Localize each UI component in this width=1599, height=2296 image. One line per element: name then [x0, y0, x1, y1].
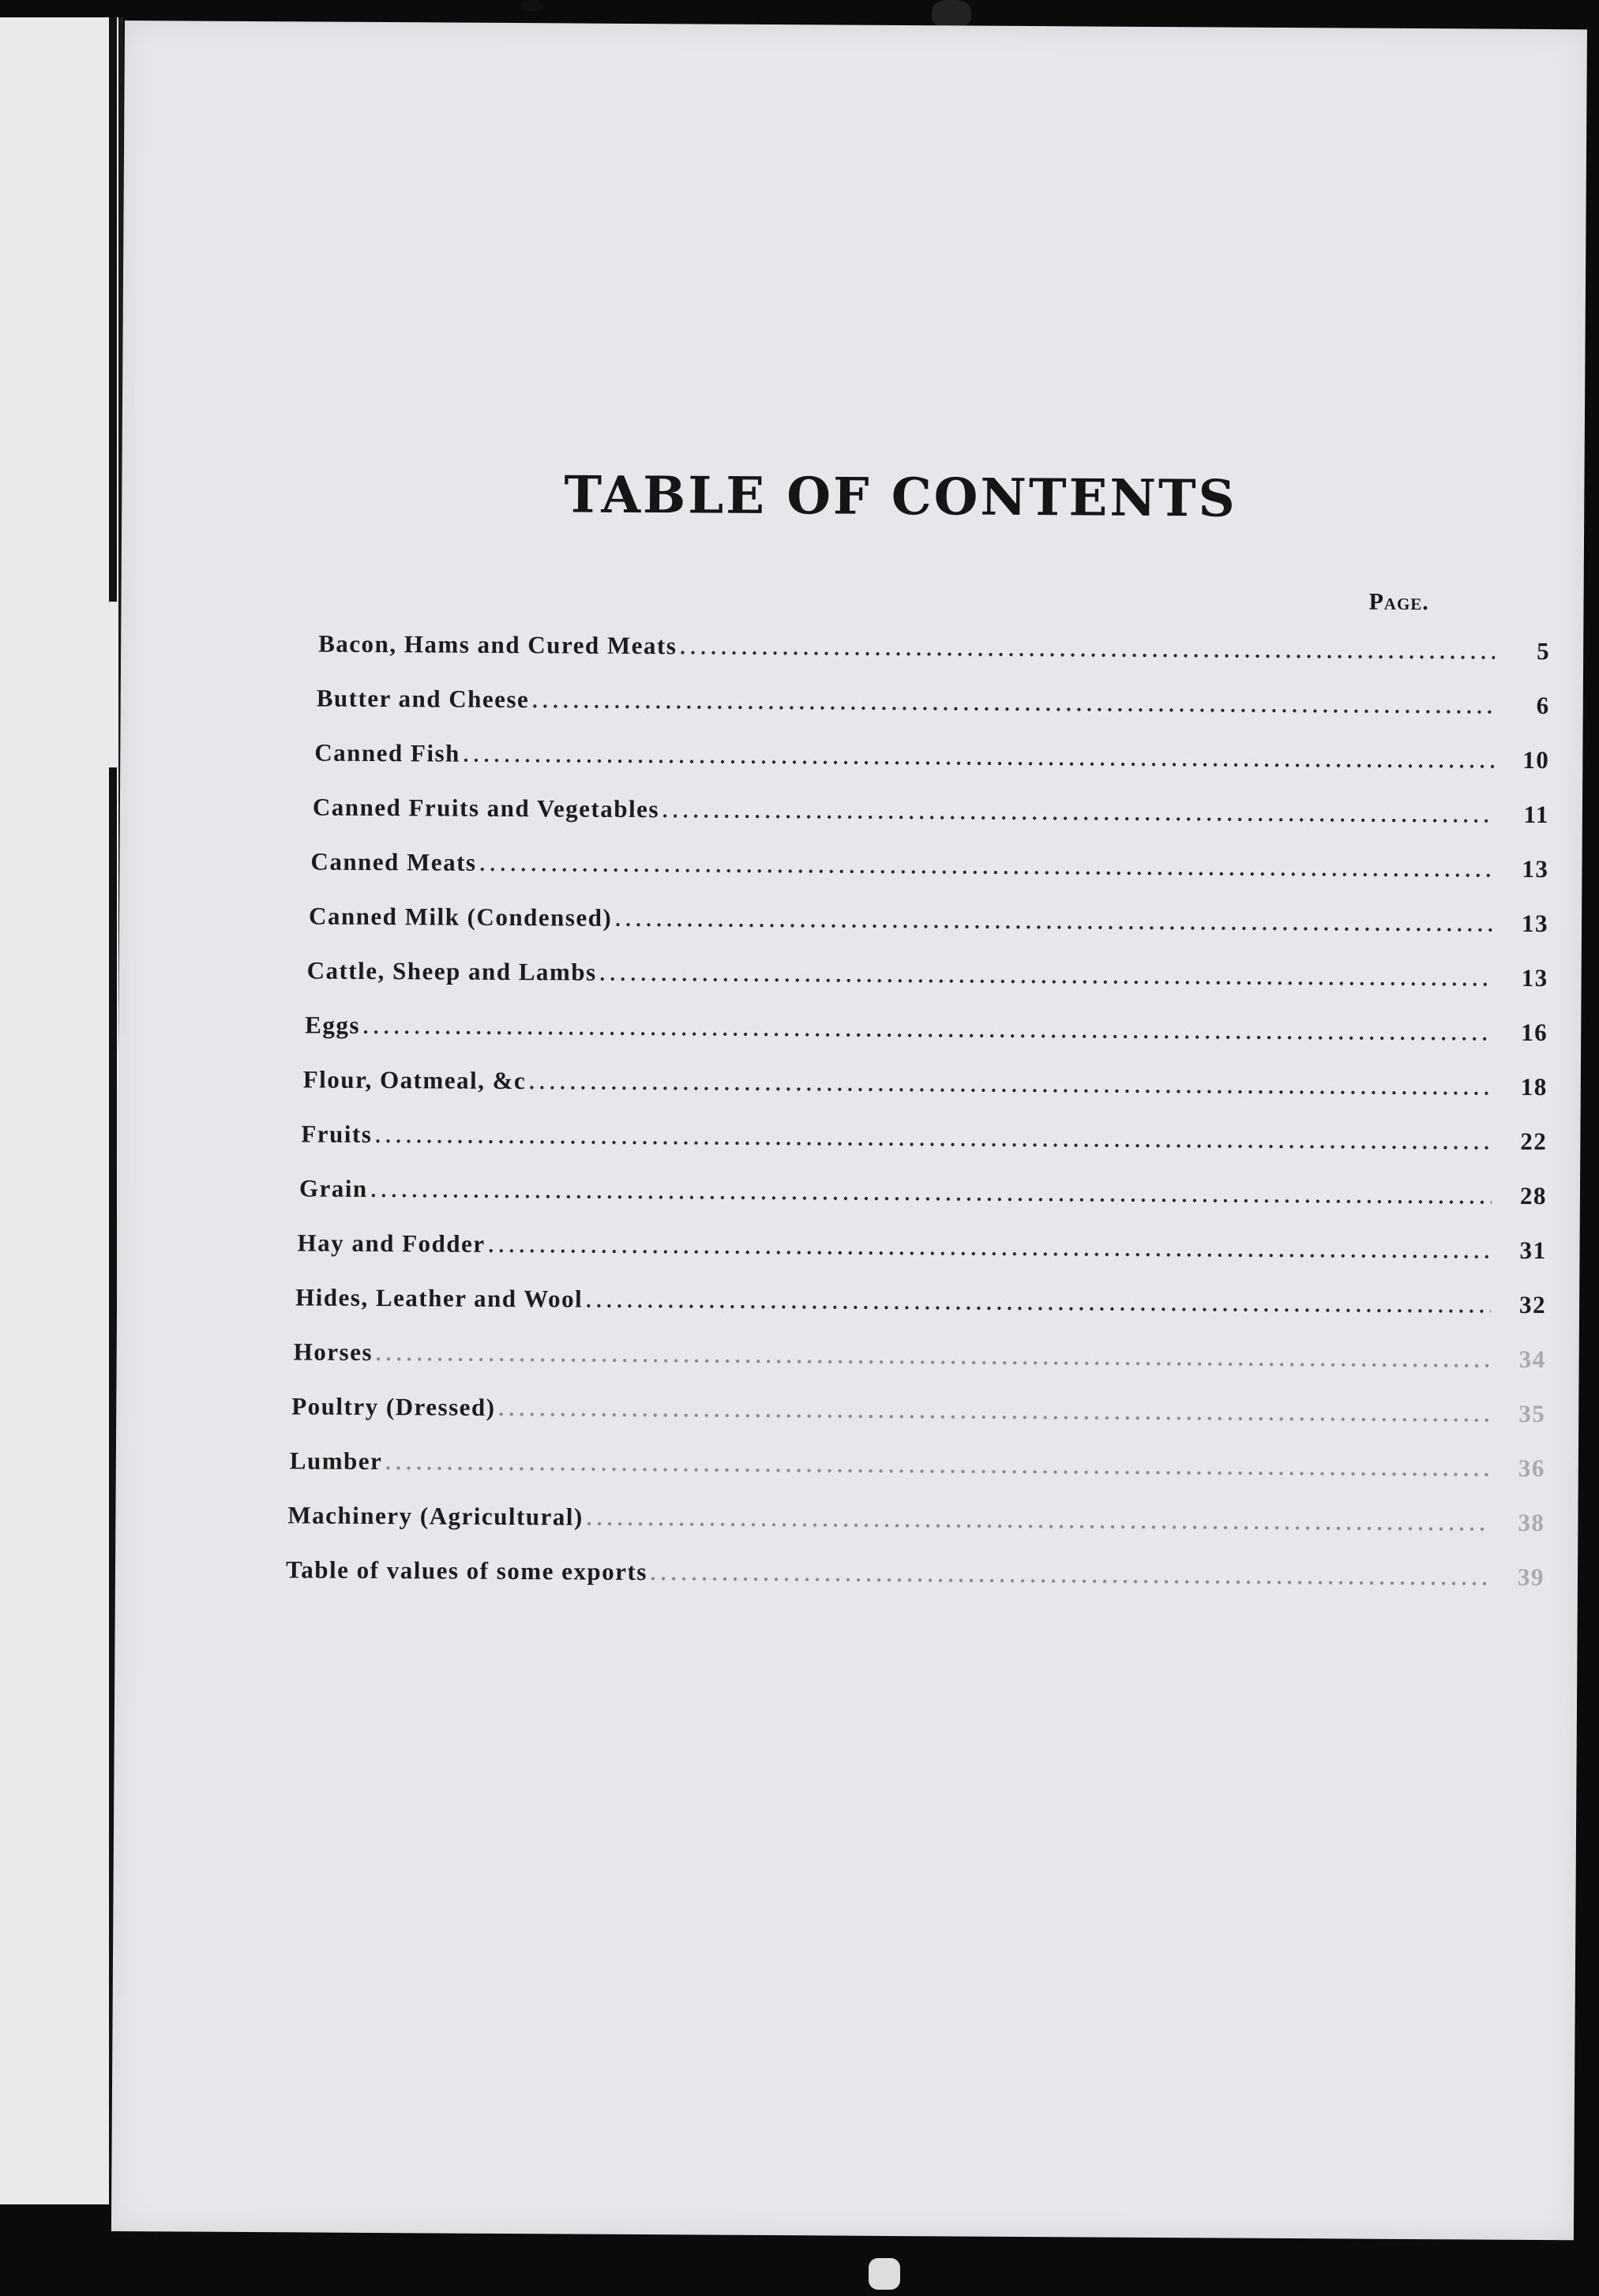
scan-speck [932, 0, 971, 28]
toc-entry-page: 11 [1523, 800, 1549, 829]
toc-entry [297, 1229, 1546, 1276]
dot-leader [586, 1289, 1491, 1319]
toc-entry-label: Cattle, Sheep and Lambs [306, 956, 597, 986]
toc-entry-label: Lumber [289, 1446, 383, 1476]
dot-leader [599, 962, 1492, 992]
toc-entry [310, 847, 1548, 895]
toc-entry-page: 31 [1519, 1236, 1547, 1265]
toc-entry-label: Horses [293, 1337, 373, 1366]
toc-entry-page: 16 [1521, 1018, 1548, 1047]
toc-entry [305, 1011, 1548, 1058]
toc-entry-label: Poultry (Dressed) [291, 1392, 496, 1421]
toc-entry-page: 38 [1518, 1508, 1545, 1537]
toc-entry-label: Butter and Cheese [316, 684, 530, 714]
toc-entry [290, 1446, 1545, 1494]
dot-leader [464, 744, 1495, 774]
toc-entry-page: 13 [1521, 963, 1548, 992]
document-page [111, 21, 1587, 2240]
toc-entry-page: 13 [1522, 854, 1549, 884]
toc-entry-page: 32 [1518, 1290, 1547, 1319]
toc-entry-label: Bacon, Hams and Cured Meats [318, 629, 678, 660]
binding-shadow [109, 17, 117, 602]
toc-entry-label: Hides, Leather and Wool [295, 1283, 584, 1313]
toc-entry-label: Fruits [301, 1120, 373, 1148]
toc-entry [317, 684, 1550, 731]
toc-entry-label: Eggs [305, 1011, 361, 1039]
toc-entry-page: 6 [1536, 691, 1550, 720]
toc-entry-label: Canned Milk (Condensed) [308, 902, 613, 932]
toc-entry [301, 1120, 1547, 1167]
dot-leader [532, 689, 1495, 718]
toc-entry [294, 1337, 1546, 1385]
toc-entry-label: Flour, Oatmeal, &c [302, 1065, 527, 1095]
dot-leader [615, 908, 1493, 937]
toc-entry [286, 1555, 1545, 1603]
toc-entry [287, 1501, 1545, 1548]
toc-entry-label: Table of values of some exports [285, 1555, 647, 1586]
toc-entry [303, 1065, 1548, 1112]
scan-speck [869, 2258, 900, 2290]
toc-entry [314, 738, 1549, 786]
toc-entry-page: 13 [1521, 909, 1549, 938]
toc-entry-label: Machinery (Agricultural) [287, 1501, 584, 1531]
dot-leader [363, 1015, 1492, 1046]
toc-entry-page: 5 [1537, 636, 1551, 666]
toc-entry-label: Canned Meats [310, 847, 477, 876]
dot-leader [488, 1234, 1491, 1264]
dot-leader [587, 1507, 1490, 1536]
dot-leader [385, 1451, 1490, 1482]
toc-entry [313, 793, 1549, 840]
toc-entry-page: 39 [1517, 1563, 1545, 1592]
toc-entry-page: 35 [1518, 1399, 1546, 1428]
dot-leader [662, 799, 1494, 827]
toc-entry-label: Canned Fruits and Vegetables [312, 793, 660, 823]
toc-entry-page: 36 [1518, 1454, 1545, 1483]
previous-page-edge [0, 17, 123, 2204]
dot-leader [479, 853, 1493, 883]
toc-entry-label: Grain [298, 1174, 368, 1202]
toc-entry-page: 18 [1520, 1072, 1548, 1101]
scan-speck [521, 0, 543, 11]
toc-entry-page: 28 [1519, 1181, 1548, 1210]
dot-leader [651, 1562, 1489, 1590]
toc-entry [306, 956, 1548, 1004]
dot-leader [375, 1124, 1492, 1155]
dot-leader [529, 1071, 1492, 1100]
page-column-heading: Page. [1368, 588, 1429, 616]
toc-entry [291, 1392, 1545, 1439]
dot-leader [498, 1397, 1490, 1427]
toc-entry-page: 10 [1522, 745, 1550, 775]
toc-entry-label: Hay and Fodder [297, 1229, 486, 1258]
toc-entry [295, 1283, 1546, 1330]
toc-entry [299, 1174, 1547, 1221]
toc-list [121, 628, 1583, 1592]
dot-leader [680, 636, 1495, 664]
toc-entry-page: 34 [1518, 1345, 1546, 1374]
toc-entry [318, 630, 1550, 677]
toc-entry-label: Canned Fish [314, 738, 460, 767]
toc-entry [309, 902, 1548, 949]
dot-leader [376, 1342, 1491, 1373]
dot-leader [371, 1179, 1492, 1210]
toc-entry-page: 22 [1520, 1127, 1548, 1156]
page-title: TABLE OF CONTENTS [564, 465, 1237, 529]
